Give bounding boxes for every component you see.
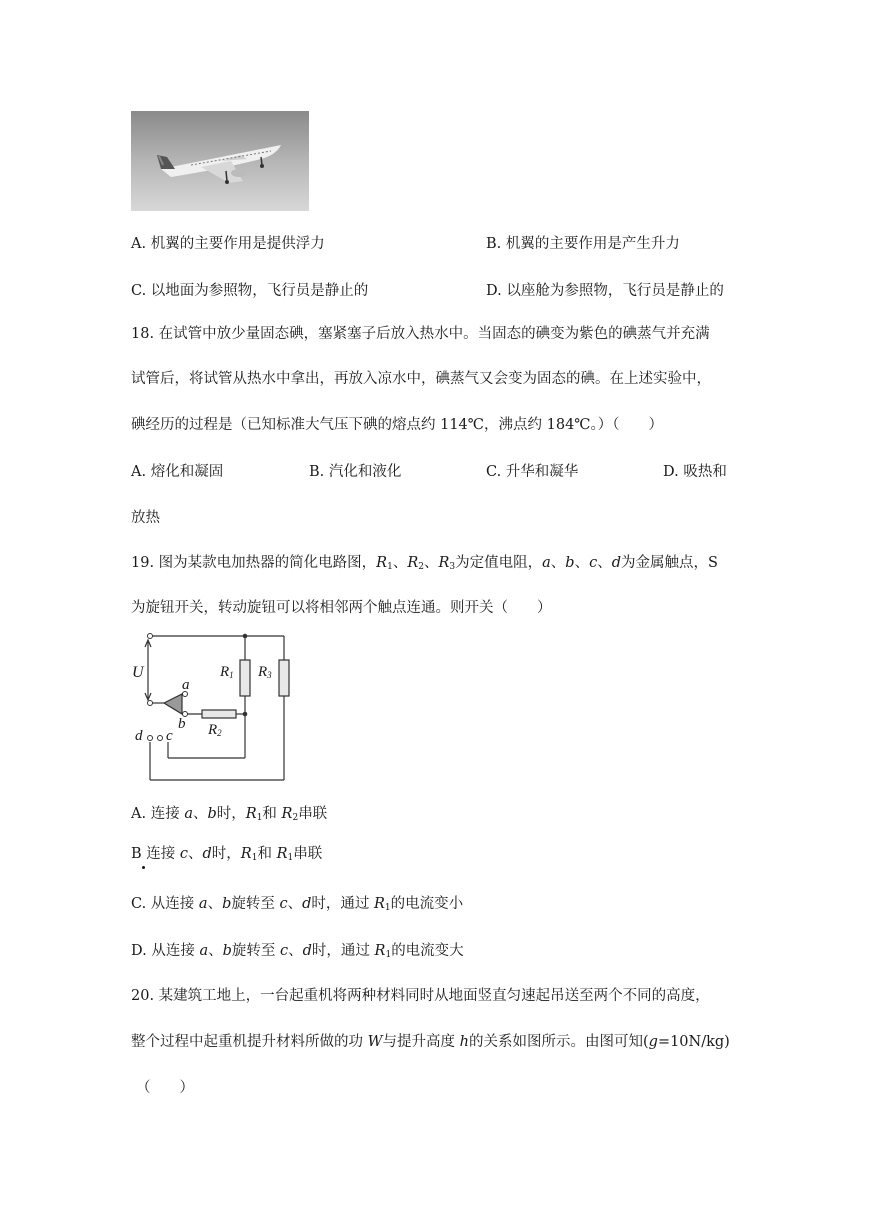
q18-option-a: A. 熔化和凝固 xyxy=(131,464,224,480)
q18-option-d-continued: 放热 xyxy=(131,510,160,526)
q17-option-a: A. 机翼的主要作用是提供浮力 xyxy=(131,236,325,252)
r1-label: $R_1$ xyxy=(220,664,234,680)
q20-stem-line1: 20. 某建筑工地上，一台起重机将两种材料同时从地面竖直匀速起吊送至两个不同的高度， xyxy=(131,988,710,1004)
q18-stem-line1: 18. 在试管中放少量固态碘，塞紧塞子后放入热水中。当固态的碘变为紫色的碘蒸气并充满 xyxy=(131,326,710,342)
r2-label: $R_2$ xyxy=(208,722,222,738)
q18-option-c: C. 升华和凝华 xyxy=(486,464,579,480)
q19-stem-line2: 为旋钮开关，转动旋钮可以将相邻两个触点连通。则开关（ ） xyxy=(131,600,552,616)
q18-option-b: B. 汽化和液化 xyxy=(309,464,402,480)
r3-label: $R_3$ xyxy=(258,664,272,680)
q20-answer-blank: （ ） xyxy=(136,1080,194,1096)
q19-stem-line1: 19. 图为某款电加热器的简化电路图，$R_1$、$R_2$、$R_3$为定值电阻，a、b、c、d为金属触点，S xyxy=(131,555,718,572)
q19-option-b: B 连接 c、d时，$R_1$和 $R_1$串联 xyxy=(131,846,323,863)
q17-option-d: D. 以座舱为参照物，飞行员是静止的 xyxy=(486,283,724,299)
q18-stem-line2: 试管后，将试管从热水中拿出，再放入凉水中，碘蒸气又会变为固态的碘。在上述实验中， xyxy=(131,371,711,387)
voltage-label: U xyxy=(132,664,144,681)
q17-option-b: B. 机翼的主要作用是产生升力 xyxy=(486,236,680,252)
contact-a-label: a xyxy=(182,677,190,693)
contact-c-label: c xyxy=(166,728,173,744)
contact-d-label: d xyxy=(135,728,143,744)
q20-stem-line2: 整个过程中起重机提升材料所做的功 W与提升高度 h的关系如图所示。由图可知(g=10N/kg) xyxy=(131,1034,730,1050)
contact-b-label: b xyxy=(178,716,186,732)
q19-option-a: A. 连接 a、b时，$R_1$和 $R_2$串联 xyxy=(131,806,328,823)
circuit-diagram xyxy=(130,630,290,782)
stray-dot xyxy=(142,866,145,869)
q18-stem-line3: 碘经历的过程是（已知标准大气压下碘的熔点约 114℃，沸点约 184℃。）（ ） xyxy=(131,417,664,433)
airplane-photo xyxy=(131,111,309,211)
q19-option-c: C. 从连接 a、b旋转至 c、d时，通过 $R_1$的电流变小 xyxy=(131,896,464,913)
q17-option-c: C. 以地面为参照物，飞行员是静止的 xyxy=(131,283,369,299)
q19-option-d: D. 从连接 a、b旋转至 c、d时，通过 $R_1$的电流变大 xyxy=(131,943,464,960)
q18-option-d: D. 吸热和 xyxy=(663,464,727,480)
